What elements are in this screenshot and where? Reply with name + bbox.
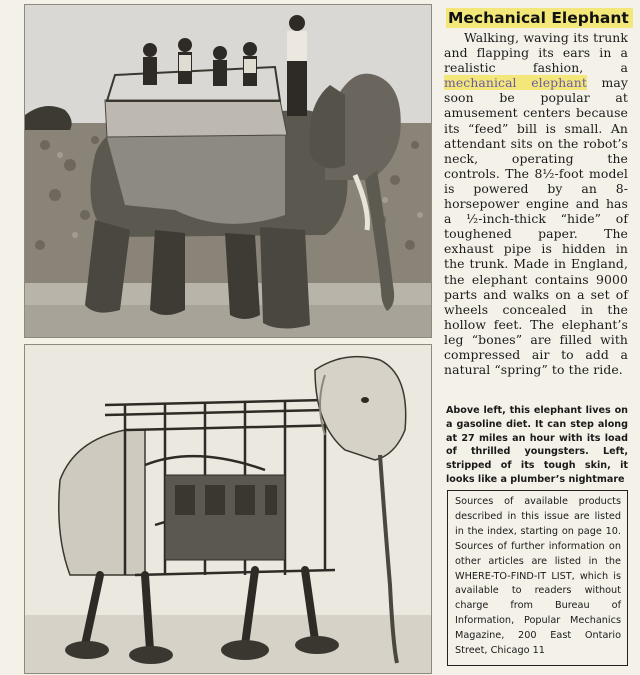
- highlighted-term: mechanical elephant: [444, 75, 587, 91]
- body-text-part-2: may soon be popular at amusement centers because its “feed” bill is small. An attendant sits on the robot’s neck, operating the controls. The 8½-foot model is powered by an 8-horsepower engine and has a ½-inch-thick “hide” of toughened paper. The exhaust pipe is hidden in the trunk. Made in England, the elephant contains 9000 parts and walks on a set of wheels concealed in the hollow feet. The elephant’s leg “bones” are filled with compressed air to add a natural “spring” to the ride.: [444, 75, 628, 378]
- article-headline: Mechanical Elephant: [446, 8, 633, 28]
- article-column: [444, 8, 628, 377]
- photo-elephant-with-riders: [24, 4, 432, 338]
- article-body: [444, 30, 628, 377]
- body-text-part-1: Walking, waving its trunk and flapping its ears in a realistic fashion, a: [444, 30, 628, 76]
- photo-caption: Above left, this elephant lives on a gasoline diet. It can step along at 27 miles an hour with its load of thrilled youngsters. Left, stripped of its tough skin, it looks like a plumber’s nightmare: [446, 405, 628, 485]
- photo-elephant-skeleton: [24, 344, 432, 674]
- sources-box: Sources of available products described in this issue are listed in the index, starting on page 10. Sources of further information on other articles are listed in the WHERE-TO-FIND-IT LIST, which is available to readers without charge from Bureau of Information, Popular Mechanics Magazine, 200 East Ontario Street, Chicago 11: [447, 490, 628, 666]
